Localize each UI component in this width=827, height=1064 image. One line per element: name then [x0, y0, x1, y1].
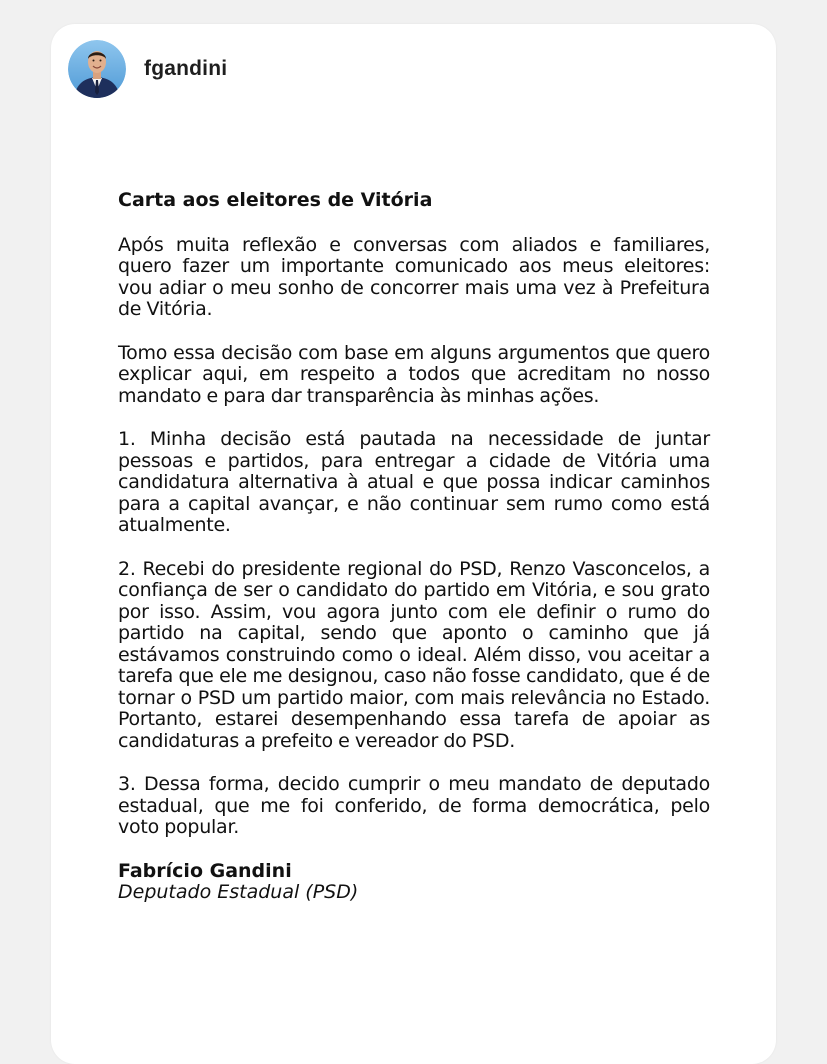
post-card [51, 24, 776, 1064]
username[interactable]: fgandini [144, 57, 228, 80]
letter-paragraph: 3. Dessa forma, decido cumprir o meu mandato de deputado estadual, que me foi conferido, de forma democrática, pelo voto popular. [118, 773, 710, 838]
avatar[interactable] [68, 40, 126, 98]
signature-name: Fabrício Gandini [118, 859, 292, 882]
letter-paragraph: 1. Minha decisão está pautada na necessidade de juntar pessoas e partidos, para entregar a cidade de Vitória uma candidatura alternativa à atual e que possa indicar caminhos para a capital avançar, e não continuar sem rumo como está atualmente. [118, 428, 710, 536]
post-header [68, 40, 227, 98]
letter-body [118, 190, 710, 904]
letter-paragraph: Tomo essa decisão com base em alguns argumentos que quero explicar aqui, em respeito a todos que acreditam no nosso mandato e para dar transparência às minhas ações. [118, 341, 710, 407]
letter-paragraph: 2. Recebi do presidente regional do PSD, Renzo Vasconcelos, a confiança de ser o candidato do partido em Vitória, e sou grato por isso. Assim, vou agora junto com ele definir o rumo do partido na capital, sendo que aponto o caminho que já estávamos construindo como o ideal. Além disso, vou aceitar a tarefa que ele me designou, caso não fosse candidato, que é de tornar o PSD um partido maior, com mais relevância no Estado. Portanto, estarei desempenhando essa tarefa de apoiar as candidaturas a prefeito e vereador do PSD. [118, 557, 710, 752]
signature-role: Deputado Estadual (PSD) [118, 881, 359, 903]
letter-paragraph: Após muita reflexão e conversas com aliados e familiares, quero fazer um importante comunicado aos meus eleitores: vou adiar o meu sonho de concorrer mais uma vez à Prefeitura de Vitória. [118, 233, 710, 320]
letter-title: Carta aos eleitores de Vitória [118, 189, 433, 211]
